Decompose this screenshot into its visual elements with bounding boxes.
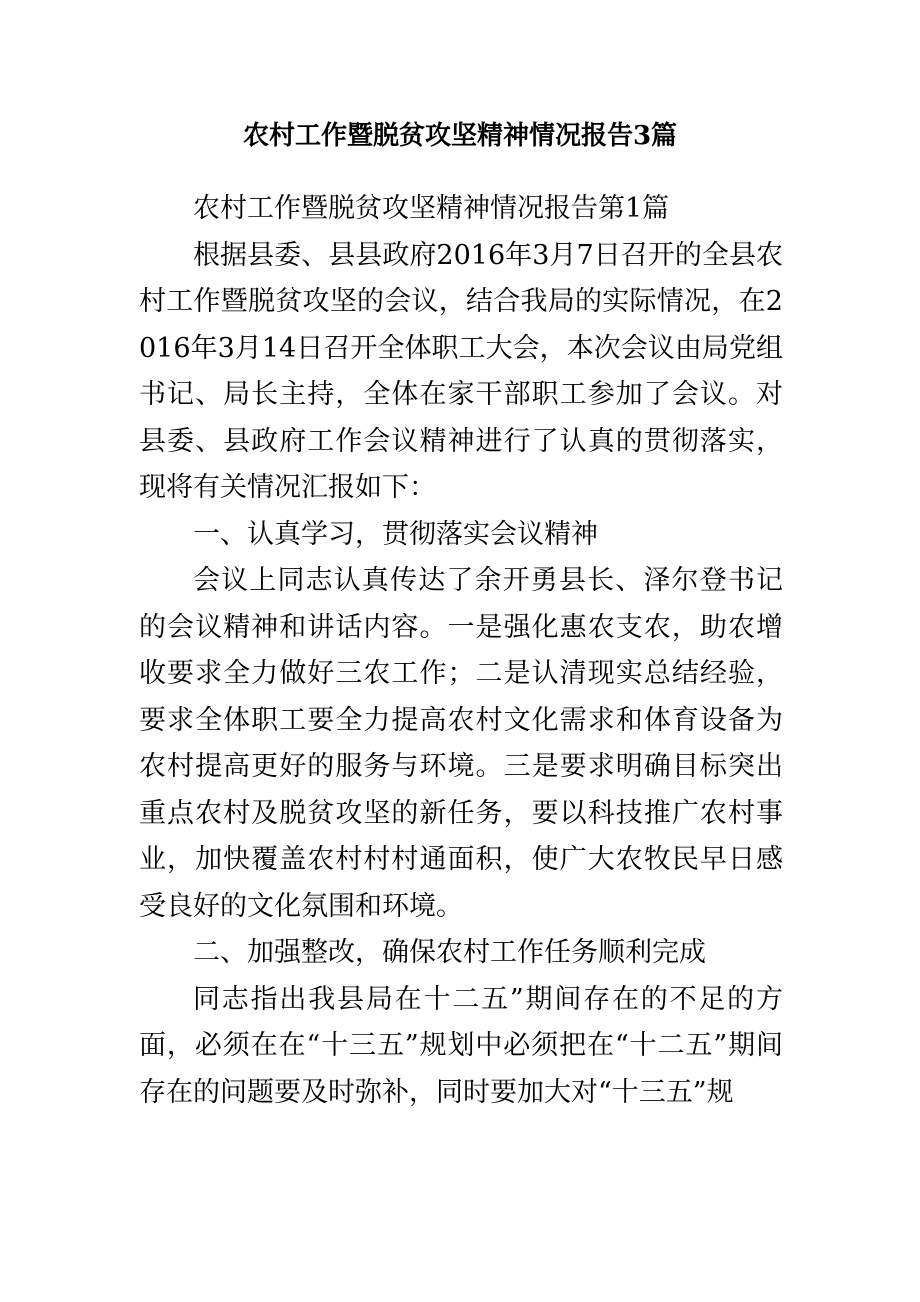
section-heading-2: 二、加强整改，确保农村工作任务顺利完成 <box>193 937 706 968</box>
section-1-paragraph: 会议上同志认真传达了余开勇县长、泽尔登书记的会议精神和讲话内容。一是强化惠农支农，助农增收要求全力做好三农工作；二是认清现实总结经验，要求全体职工要全力提高农村文化需求和体育设备为农村提高更好的服务与环境。三是要求明确目标突出重点农村及脱贫攻坚的新任务，要以科技推广农村事业，加快覆盖农村村村通面积，使广大农牧民早日感受良好的文化氛围和环境。 <box>139 565 783 922</box>
section-title: 农村工作暨脱贫攻坚精神情况报告第1篇 <box>193 193 670 224</box>
intro-paragraph: 根据县委、县县政府2016年3月7日召开的全县农村工作暨脱贫攻坚的会议，结合我局的实际情况，在2016年3月14日召开全体职工大会，本次会议由局党组书记、局长主持，全体在家干部职工参加了会议。对县委、县政府工作会议精神进行了认真的贯彻落实，现将有关情况汇报如下： <box>139 239 783 503</box>
section-heading-1: 一、认真学习，贯彻落实会议精神 <box>193 518 598 550</box>
document-title: 农村工作暨脱贫攻坚精神情况报告3篇 <box>242 121 678 151</box>
section-2-paragraph: 同志指出我县局在十二五”期间存在的不足的方面，必须在在“十三五”规划中必须把在“十二五”期间存在的问题要及时弥补，同时要加大对“十三五”规 <box>139 983 783 1108</box>
document-body <box>139 186 783 1116</box>
